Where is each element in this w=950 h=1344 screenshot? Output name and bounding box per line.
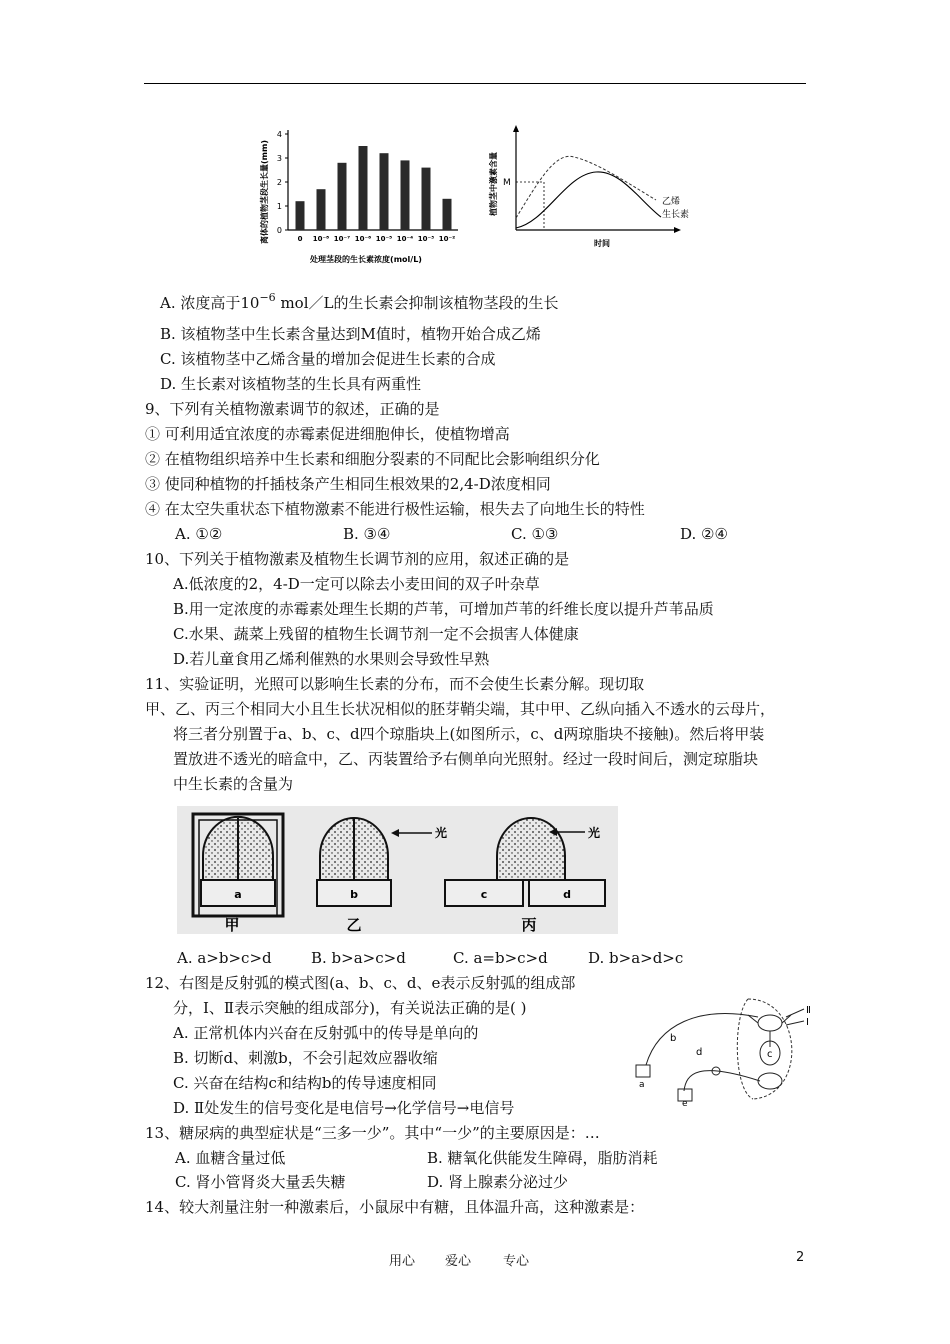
q8-option-a-post: mol／L的生长素会抑制该植物茎段的生长 [275,294,559,312]
chart1-bar [338,163,347,230]
q8-option-a-base: 10 [240,294,260,312]
q12-line-1: 12、右图是反射弧的模式图(a、b、c、d、e表示反射弧的组成部 [145,974,576,992]
chart1-xtick-label: 10⁻² [438,235,456,243]
q11-line-1: 11、实验证明，光照可以影响生长素的分布，而不会使生长素分解。现切取 [145,675,645,693]
q9-option-b: B. ③④ [343,525,391,543]
q13-stem: 13、糖尿病的典型症状是“三多一少”。其中“一少”的主要原因是：… [145,1124,600,1142]
q8-option-a [160,293,558,315]
chart1-ytick-label: 2 [276,178,282,187]
q9-statement-4: ④ 在太空失重状态下植物激素不能进行极性运输，根失去了向地生长的特性 [145,500,645,518]
q12-line-2: 分，Ⅰ、Ⅱ表示突触的组成部分)，有关说法正确的是( ) [173,999,527,1017]
efferent-nerve-d [684,1071,760,1091]
q13-option-c: C. 肾小管肾炎大量丢失糖 [175,1173,346,1191]
q10-option-a: A.低浓度的2，4-D一定可以除去小麦田间的双子叶杂草 [173,575,540,593]
chart1-bar [422,168,431,230]
chart1-bar [380,153,389,230]
q9-statement-3: ③ 使同种植物的扦插枝条产生相同生根效果的2,4-D浓度相同 [145,475,551,493]
header-rule [144,83,806,84]
chart1-bar [359,146,368,230]
q9-stem: 9、下列有关植物激素调节的叙述，正确的是 [145,400,440,418]
light-label-yi: 光 [435,826,448,840]
q10-option-b: B.用一定浓度的赤霉素处理生长期的芦苇，可增加芦苇的纤维长度以提升芦苇品质 [173,600,714,618]
label-c: c [480,888,488,901]
chart1-ytick-label: 3 [276,154,282,163]
light-label-bing: 光 [588,826,601,840]
chart1-bar [443,199,452,230]
q13-option-d: D. 肾上腺素分泌过少 [427,1173,569,1191]
page-number: 2 [796,1250,805,1265]
footer-word-1: 用心 [389,1254,416,1269]
label-a: a [234,888,242,901]
neuron-body-lower [758,1073,782,1089]
q11-option-a: A. a>b>c>d [177,949,272,967]
label-jia: 甲 [224,916,240,934]
q9-option-a: A. ①② [175,525,223,543]
chart1-bar [317,189,326,230]
q11-line-4: 置放进不透光的暗盒中，乙、丙装置给予右侧单向光照射。经过一段时间后，测定琼脂块 [173,750,759,768]
q11-line-2: 甲、乙、丙三个相同大小且生长状况相似的胚芽鞘尖端，其中甲、乙纵向插入不透水的云母片， [145,700,776,718]
reflex-label-d: d [696,1047,703,1058]
chart1-xtick-label: 10⁻⁸ [312,235,330,243]
hormone-curve-chart [486,122,706,252]
q12-option-a: A. 正常机体内兴奋在反射弧中的传导是单向的 [173,1024,479,1042]
chart2-ylabel: 植物茎中激素含量 [489,152,498,216]
neuron-body-upper [758,1015,782,1031]
chart2-m-label: M [503,178,511,188]
pointer-II [786,1009,804,1017]
label-b: b [350,888,358,901]
q12-option-d: D. Ⅱ处发生的信号变化是电信号→化学信号→电信号 [173,1099,515,1117]
chart1-ytick-label: 1 [276,202,282,211]
q11-line-5: 中生长素的含量为 [173,775,294,793]
q9-statement-1: ① 可利用适宜浓度的赤霉素促进细胞伸长，使植物增高 [145,425,510,443]
q11-option-c: C. a=b>c>d [453,949,548,967]
q13-option-a: A. 血糖含量过低 [175,1149,286,1167]
q13-option-b: B. 糖氧化供能发生障碍，脂肪消耗 [427,1149,658,1167]
chart1-ylabel: 离体的植物茎段生长量(mm) [260,140,269,244]
q12-option-c: C. 兴奋在结构c和结构b的传导速度相同 [173,1074,437,1092]
footer-word-2: 爱心 [445,1254,472,1269]
q9-option-c: C. ①③ [511,525,559,543]
chart1-bar [401,160,410,230]
chart2-xlabel: 时间 [594,239,610,248]
growth-bar-chart [258,122,468,272]
q8-option-d: D. 生长素对该植物茎的生长具有两重性 [160,375,422,393]
chart1-xlabel: 处理茎段的生长素浓度(mol/L) [310,255,422,264]
chart1-xtick-label: 10⁻³ [417,235,435,243]
q9-statement-2: ② 在植物组织培养中生长素和细胞分裂素的不同配比会影响组织分化 [145,450,600,468]
coleoptile-figure [177,806,618,934]
neuron-dendrites-upper [748,1015,791,1047]
q10-stem: 10、下列关于植物激素及植物生长调节剂的应用，叙述正确的是 [145,550,570,568]
reflex-label-a: a [639,1080,645,1090]
chart2-dashed-curve [516,156,656,218]
chart2-solid-curve [516,172,661,228]
reflex-arc-figure [628,995,820,1107]
q12-option-b: B. 切断d、刺激b，不会引起效应器收缩 [173,1049,438,1067]
chart2-legend-ethylene: 乙烯 [662,197,681,207]
q11-line-3: 将三者分别置于a、b、c、d四个琼脂块上(如图所示，c、d两琼脂块不接触)。然后将甲装 [173,725,765,743]
q10-option-d: D.若儿童食用乙烯利催熟的水果则会导致性早熟 [173,650,490,668]
chart2-y-arrow [513,125,519,132]
q10-option-c: C.水果、蔬菜上残留的植物生长调节剂一定不会损害人体健康 [173,625,579,643]
chart2-legend-auxin: 生长素 [662,210,690,220]
reflex-label-e: e [682,1099,688,1107]
chart2-x-arrow [674,227,681,233]
q8-option-a-exp: −6 [259,291,276,304]
q8-option-b: B. 该植物茎中生长素含量达到M值时，植物开始合成乙烯 [160,325,541,343]
footer-word-3: 专心 [503,1254,530,1269]
reflex-label-b: b [670,1033,677,1044]
receptor-a [636,1065,650,1077]
chart1-xtick-label: 10⁻⁵ [375,235,393,243]
chart1-ytick-label: 4 [276,130,282,139]
chart1-ytick-label: 0 [276,226,282,235]
q8-option-a-pre: A. 浓度高于 [160,294,241,312]
q9-option-d: D. ②④ [680,525,728,543]
chart1-bar [296,201,305,230]
chart1-xtick-label: 10⁻⁴ [396,235,414,243]
q11-option-d: D. b>a>d>c [588,949,684,967]
chart1-xtick-label: 10⁻⁶ [354,235,372,243]
q8-option-c: C. 该植物茎中乙烯含量的增加会促进生长素的合成 [160,350,496,368]
label-d: d [563,888,571,901]
reflex-label-I: Ⅰ [806,1017,809,1028]
chart1-xtick-label: 0 [297,235,303,243]
q14-stem: 14、较大剂量注射一种激素后，小鼠尿中有糖，且体温升高，这种激素是： [145,1198,645,1216]
label-yi: 乙 [346,916,362,934]
reflex-label-II: Ⅱ [806,1005,811,1016]
q11-option-b: B. b>a>c>d [311,949,406,967]
chart1-xtick-label: 10⁻⁷ [333,235,351,243]
pointer-I [786,1021,804,1025]
label-bing: 丙 [521,916,537,934]
reflex-label-c: c [767,1049,773,1060]
